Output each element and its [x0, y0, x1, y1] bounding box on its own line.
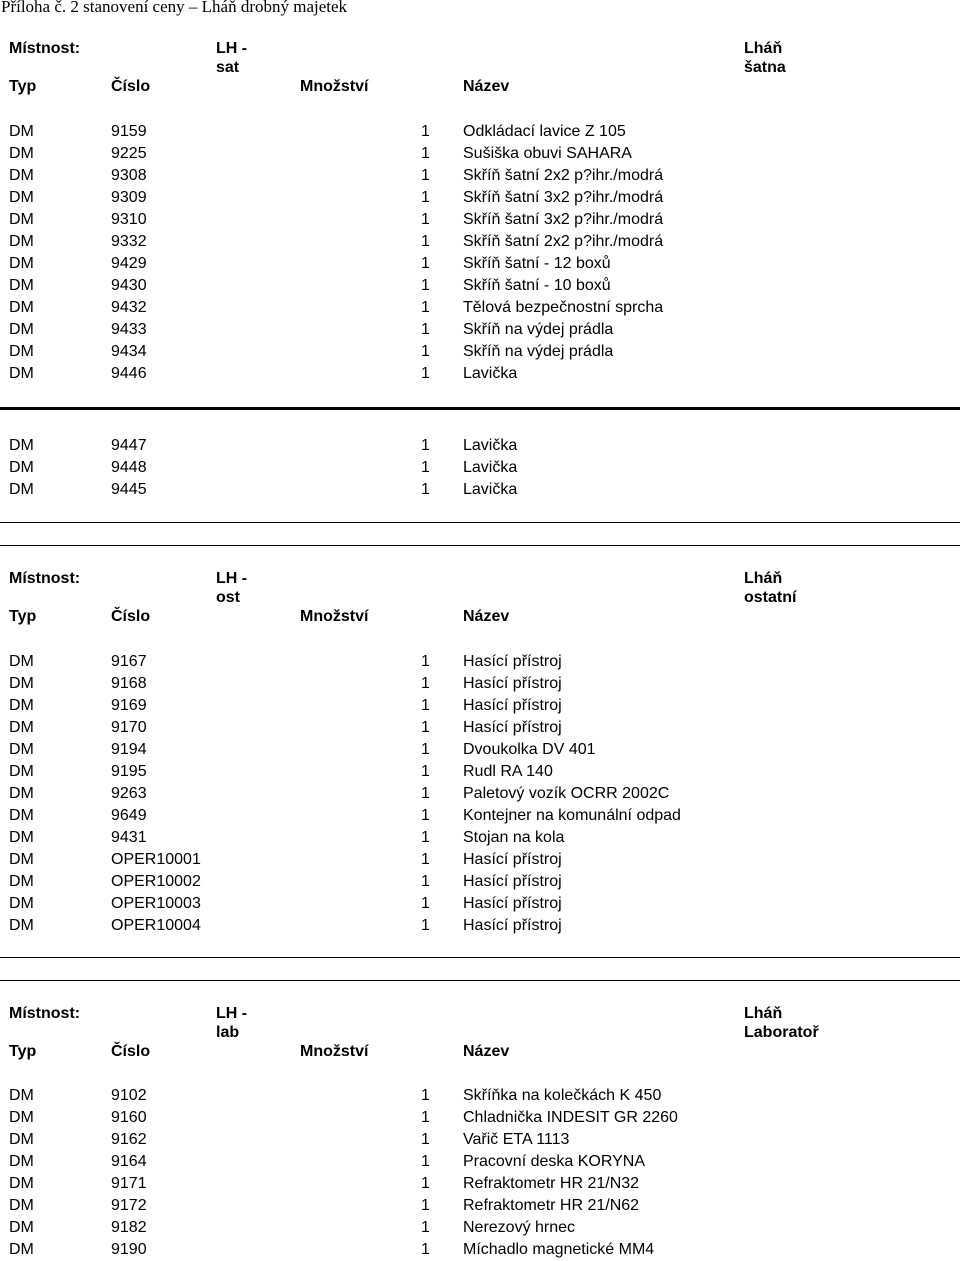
cell-mnozstvi: 1: [421, 1197, 430, 1214]
cell-nazev: Skříň šatní 2x2 p?ihr./modrá: [463, 233, 664, 250]
cell-typ: DM: [9, 459, 34, 476]
cell-typ: DM: [9, 829, 34, 846]
room-code: LH -: [216, 40, 248, 57]
cell-typ: DM: [9, 1131, 34, 1148]
cell-mnozstvi: 1: [421, 123, 430, 140]
column-header-mnozstvi: Množství: [300, 608, 369, 625]
cell-cislo: 9433: [111, 321, 147, 338]
cell-typ: DM: [9, 895, 34, 912]
cell-typ: DM: [9, 233, 34, 250]
cell-nazev: Rudl RA 140: [463, 763, 553, 780]
cell-typ: DM: [9, 123, 34, 140]
room-name: Lháň: [744, 40, 783, 57]
column-header-mnozstvi: Množství: [300, 1043, 369, 1060]
room-label: Místnost:: [9, 570, 81, 587]
cell-mnozstvi: 1: [421, 917, 430, 934]
cell-cislo: OPER10002: [111, 873, 201, 890]
cell-cislo: 9429: [111, 255, 147, 272]
cell-nazev: Hasící přístroj: [463, 675, 562, 692]
table-row: [0, 673, 960, 695]
cell-typ: DM: [9, 785, 34, 802]
cell-typ: DM: [9, 851, 34, 868]
cell-nazev: Skříň šatní 2x2 p?ihr./modrá: [463, 167, 664, 184]
cell-nazev: Skříň šatní 3x2 p?ihr./modrá: [463, 189, 664, 206]
cell-cislo: 9308: [111, 167, 147, 184]
room-code-suffix: ost: [216, 589, 240, 606]
cell-mnozstvi: 1: [421, 365, 430, 382]
cell-cislo: 9432: [111, 299, 147, 316]
cell-typ: DM: [9, 917, 34, 934]
table-row: [0, 783, 960, 805]
cell-nazev: Chladnička INDESIT GR 2260: [463, 1109, 678, 1126]
cell-mnozstvi: 1: [421, 807, 430, 824]
table-row: [0, 435, 960, 457]
cell-mnozstvi: 1: [421, 763, 430, 780]
cell-nazev: Skříň šatní - 10 boxů: [463, 277, 611, 294]
column-header-cislo: Číslo: [111, 78, 151, 95]
cell-mnozstvi: 1: [421, 437, 430, 454]
cell-mnozstvi: 1: [421, 829, 430, 846]
cell-nazev: Hasící přístroj: [463, 895, 562, 912]
table-row: [0, 893, 960, 915]
cell-cislo: 9434: [111, 343, 147, 360]
room-code-suffix: sat: [216, 59, 240, 76]
section-divider: [0, 545, 960, 546]
room-name-suffix: Laboratoř: [744, 1024, 819, 1041]
column-headers: [0, 1041, 960, 1063]
cell-typ: DM: [9, 365, 34, 382]
cell-typ: DM: [9, 277, 34, 294]
column-header-cislo: Číslo: [111, 1043, 151, 1060]
cell-mnozstvi: 1: [421, 675, 430, 692]
cell-nazev: Skříň šatní 3x2 p?ihr./modrá: [463, 211, 664, 228]
cell-typ: DM: [9, 1197, 34, 1214]
cell-nazev: Skříňka na kolečkách K 450: [463, 1087, 662, 1104]
cell-cislo: 9225: [111, 145, 147, 162]
section-divider: [0, 957, 960, 958]
cell-nazev: Hasící přístroj: [463, 851, 562, 868]
cell-nazev: Hasící přístroj: [463, 873, 562, 890]
table-row: [0, 739, 960, 761]
cell-mnozstvi: 1: [421, 1087, 430, 1104]
table-row: [0, 479, 960, 501]
table-row: [0, 1107, 960, 1129]
cell-typ: DM: [9, 167, 34, 184]
table-row: [0, 695, 960, 717]
cell-cislo: 9159: [111, 123, 147, 140]
cell-mnozstvi: 1: [421, 481, 430, 498]
cell-cislo: 9194: [111, 741, 147, 758]
room-label: Místnost:: [9, 1005, 81, 1022]
cell-mnozstvi: 1: [421, 459, 430, 476]
room-name-suffix: šatna: [744, 59, 786, 76]
cell-cislo: 9448: [111, 459, 147, 476]
cell-mnozstvi: 1: [421, 233, 430, 250]
cell-mnozstvi: 1: [421, 1109, 430, 1126]
room-name-suffix: ostatní: [744, 589, 797, 606]
cell-mnozstvi: 1: [421, 1131, 430, 1148]
table-row: [0, 915, 960, 937]
cell-cislo: 9162: [111, 1131, 147, 1148]
room-name: Lháň: [744, 1005, 783, 1022]
cell-typ: DM: [9, 299, 34, 316]
table-row: [0, 717, 960, 739]
cell-typ: DM: [9, 763, 34, 780]
cell-nazev: Skříň šatní - 12 boxů: [463, 255, 611, 272]
cell-nazev: Lavička: [463, 365, 518, 382]
cell-cislo: 9164: [111, 1153, 147, 1170]
cell-cislo: 9310: [111, 211, 147, 228]
cell-typ: DM: [9, 675, 34, 692]
column-header-nazev: Název: [463, 608, 510, 625]
cell-nazev: Pracovní deska KORYNA: [463, 1153, 646, 1170]
table-row: [0, 253, 960, 275]
table-row: [0, 871, 960, 893]
room-code: LH -: [216, 570, 248, 587]
cell-nazev: Hasící přístroj: [463, 653, 562, 670]
cell-cislo: 9309: [111, 189, 147, 206]
table-row: [0, 849, 960, 871]
cell-mnozstvi: 1: [421, 211, 430, 228]
table-row: [0, 297, 960, 319]
cell-cislo: 9445: [111, 481, 147, 498]
cell-cislo: 9171: [111, 1175, 147, 1192]
cell-typ: DM: [9, 653, 34, 670]
table-row: [0, 651, 960, 673]
cell-mnozstvi: 1: [421, 299, 430, 316]
column-header-nazev: Název: [463, 78, 510, 95]
cell-nazev: Refraktometr HR 21/N62: [463, 1197, 640, 1214]
cell-nazev: Lavička: [463, 481, 518, 498]
cell-nazev: Vařič ETA 1113: [463, 1131, 570, 1148]
column-headers: [0, 76, 960, 98]
cell-typ: DM: [9, 873, 34, 890]
cell-nazev: Nerezový hrnec: [463, 1219, 576, 1236]
cell-typ: DM: [9, 697, 34, 714]
table-row: [0, 187, 960, 209]
cell-cislo: OPER10001: [111, 851, 201, 868]
cell-typ: DM: [9, 1153, 34, 1170]
column-header-typ: Typ: [9, 1043, 37, 1060]
cell-nazev: Refraktometr HR 21/N32: [463, 1175, 640, 1192]
cell-cislo: 9431: [111, 829, 147, 846]
cell-typ: DM: [9, 321, 34, 338]
cell-mnozstvi: 1: [421, 1153, 430, 1170]
cell-mnozstvi: 1: [421, 255, 430, 272]
cell-typ: DM: [9, 1175, 34, 1192]
cell-nazev: Odkládací lavice Z 105: [463, 123, 626, 140]
cell-typ: DM: [9, 807, 34, 824]
cell-mnozstvi: 1: [421, 167, 430, 184]
table-row: [0, 121, 960, 143]
cell-mnozstvi: 1: [421, 697, 430, 714]
cell-mnozstvi: 1: [421, 189, 430, 206]
cell-typ: DM: [9, 741, 34, 758]
cell-mnozstvi: 1: [421, 653, 430, 670]
room-label: Místnost:: [9, 40, 81, 57]
table-row: [0, 1217, 960, 1239]
table-row: [0, 1195, 960, 1217]
column-header-mnozstvi: Množství: [300, 78, 369, 95]
column-header-typ: Typ: [9, 78, 37, 95]
cell-cislo: 9263: [111, 785, 147, 802]
cell-mnozstvi: 1: [421, 719, 430, 736]
cell-typ: DM: [9, 481, 34, 498]
cell-typ: DM: [9, 255, 34, 272]
cell-typ: DM: [9, 1241, 34, 1258]
cell-nazev: Kontejner na komunální odpad: [463, 807, 681, 824]
column-header-cislo: Číslo: [111, 608, 151, 625]
table-row: [0, 231, 960, 253]
cell-mnozstvi: 1: [421, 321, 430, 338]
section-divider: [0, 522, 960, 523]
table-row: [0, 457, 960, 479]
cell-typ: DM: [9, 1087, 34, 1104]
cell-mnozstvi: 1: [421, 145, 430, 162]
cell-nazev: Hasící přístroj: [463, 917, 562, 934]
table-row: [0, 1151, 960, 1173]
table-row: [0, 761, 960, 783]
cell-typ: DM: [9, 719, 34, 736]
section-divider: [0, 980, 960, 981]
cell-cislo: 9172: [111, 1197, 147, 1214]
cell-cislo: 9169: [111, 697, 147, 714]
cell-nazev: Míchadlo magnetické MM4: [463, 1241, 655, 1258]
table-row: [0, 827, 960, 849]
cell-mnozstvi: 1: [421, 1219, 430, 1236]
cell-nazev: Skříň na výdej prádla: [463, 321, 614, 338]
room-name: Lháň: [744, 570, 783, 587]
cell-nazev: Skříň na výdej prádla: [463, 343, 614, 360]
cell-nazev: Hasící přístroj: [463, 697, 562, 714]
cell-nazev: Sušiška obuvi SAHARA: [463, 145, 632, 162]
table-row: [0, 165, 960, 187]
cell-mnozstvi: 1: [421, 1241, 430, 1258]
cell-nazev: Dvoukolka DV 401: [463, 741, 596, 758]
cell-typ: DM: [9, 211, 34, 228]
table-row: [0, 143, 960, 165]
cell-cislo: 9447: [111, 437, 147, 454]
cell-mnozstvi: 1: [421, 873, 430, 890]
cell-cislo: 9102: [111, 1087, 147, 1104]
cell-nazev: Lavička: [463, 459, 518, 476]
document-title: Příloha č. 2 stanovení ceny – Lháň drobný majetek: [1, 0, 348, 16]
table-row: [0, 363, 960, 385]
cell-nazev: Tělová bezpečnostní sprcha: [463, 299, 664, 316]
cell-typ: DM: [9, 145, 34, 162]
cell-typ: DM: [9, 189, 34, 206]
table-row: [0, 1173, 960, 1195]
cell-mnozstvi: 1: [421, 785, 430, 802]
cell-cislo: 9170: [111, 719, 147, 736]
column-headers: [0, 606, 960, 628]
room-code: LH -: [216, 1005, 248, 1022]
room-code-suffix: lab: [216, 1024, 240, 1041]
cell-nazev: Paletový vozík OCRR 2002C: [463, 785, 670, 802]
table-row: [0, 1085, 960, 1107]
cell-cislo: 9168: [111, 675, 147, 692]
cell-cislo: 9190: [111, 1241, 147, 1258]
cell-mnozstvi: 1: [421, 895, 430, 912]
cell-cislo: 9160: [111, 1109, 147, 1126]
cell-typ: DM: [9, 343, 34, 360]
table-row: [0, 805, 960, 827]
cell-nazev: Stojan na kola: [463, 829, 565, 846]
table-row: [0, 275, 960, 297]
cell-nazev: Hasící přístroj: [463, 719, 562, 736]
cell-cislo: 9195: [111, 763, 147, 780]
table-row: [0, 341, 960, 363]
table-row: [0, 1129, 960, 1151]
cell-typ: DM: [9, 437, 34, 454]
table-row: [0, 209, 960, 231]
cell-mnozstvi: 1: [421, 741, 430, 758]
section-divider-thick: [0, 407, 960, 410]
cell-cislo: 9332: [111, 233, 147, 250]
cell-nazev: Lavička: [463, 437, 518, 454]
cell-typ: DM: [9, 1219, 34, 1236]
cell-mnozstvi: 1: [421, 343, 430, 360]
cell-cislo: 9446: [111, 365, 147, 382]
table-row: [0, 1239, 960, 1261]
cell-cislo: 9649: [111, 807, 147, 824]
cell-cislo: OPER10004: [111, 917, 201, 934]
table-row: [0, 319, 960, 341]
cell-cislo: 9430: [111, 277, 147, 294]
cell-mnozstvi: 1: [421, 1175, 430, 1192]
cell-typ: DM: [9, 1109, 34, 1126]
column-header-typ: Typ: [9, 608, 37, 625]
column-header-nazev: Název: [463, 1043, 510, 1060]
cell-cislo: 9182: [111, 1219, 147, 1236]
cell-cislo: 9167: [111, 653, 147, 670]
cell-mnozstvi: 1: [421, 277, 430, 294]
cell-cislo: OPER10003: [111, 895, 201, 912]
cell-mnozstvi: 1: [421, 851, 430, 868]
